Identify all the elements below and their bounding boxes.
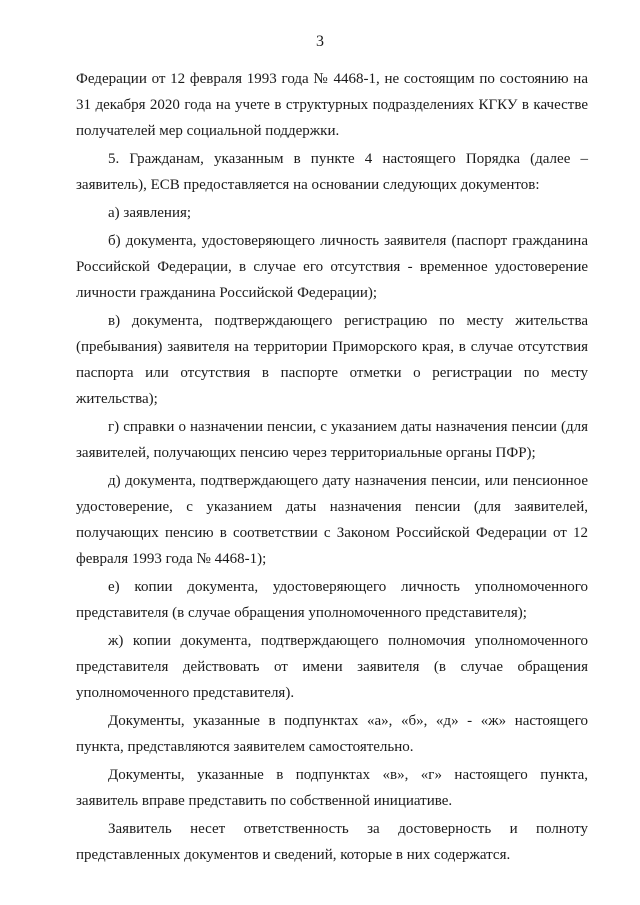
- paragraph-subitem-d: д) документа, подтверждающего дату назначения пенсии, или пенсионное удостоверение, с указанием даты назначения пенсии (для заявителей, получающих пенсию в соответствии с Законом Российской Федерации от 12 февраля 1993 года № 4468-1);: [76, 473, 588, 567]
- paragraph-subitem-g: г) справки о назначении пенсии, с указанием даты назначения пенсии (для заявителей, получающих пенсию через территориальные органы ПФР);: [76, 419, 588, 461]
- paragraph-subitem-v: в) документа, подтверждающего регистрацию по месту жительства (пребывания) заявителя на территории Приморского края, в случае отсутствия паспорта или отсутствия в паспорте отметки о регистрации по месту жительства);: [76, 313, 588, 407]
- paragraph-subitem-e: е) копии документа, удостоверяющего личность уполномоченного представителя (в случае обращения уполномоченного представителя);: [76, 579, 588, 621]
- paragraph-self-submitted: Документы, указанные в подпунктах «а», «б», «д» - «ж» настоящего пункта, представляются заявителем самостоятельно.: [76, 713, 588, 755]
- paragraph-continuation: Федерации от 12 февраля 1993 года № 4468-1, не состоящим по состоянию на 31 декабря 2020 года на учете в структурных подразделениях КГКУ в качестве получателей мер социальной поддержки.: [76, 71, 588, 139]
- paragraph-responsibility: Заявитель несет ответственность за достоверность и полноту представленных документов и сведений, которые в них содержатся.: [76, 821, 588, 863]
- paragraph-subitem-a: а) заявления;: [108, 205, 192, 221]
- paragraph-subitem-zh: ж) копии документа, подтверждающего полномочия уполномоченного представителя действовать от имени заявителя (в случае обращения уполномоченного представителя).: [76, 633, 588, 701]
- paragraph-subitem-b: б) документа, удостоверяющего личность заявителя (паспорт гражданина Российской Федерации, в случае его отсутствия - временное удостоверение личности гражданина Российской Федерации);: [76, 233, 588, 301]
- document-body: [76, 66, 588, 868]
- paragraph-optional-submitted: Документы, указанные в подпунктах «в», «г» настоящего пункта, заявитель вправе представить по собственной инициативе.: [76, 767, 588, 809]
- page-number: 3: [316, 33, 324, 50]
- paragraph-item-5: 5. Гражданам, указанным в пункте 4 настоящего Порядка (далее – заявитель), ЕСВ предоставляется на основании следующих документов:: [76, 151, 588, 193]
